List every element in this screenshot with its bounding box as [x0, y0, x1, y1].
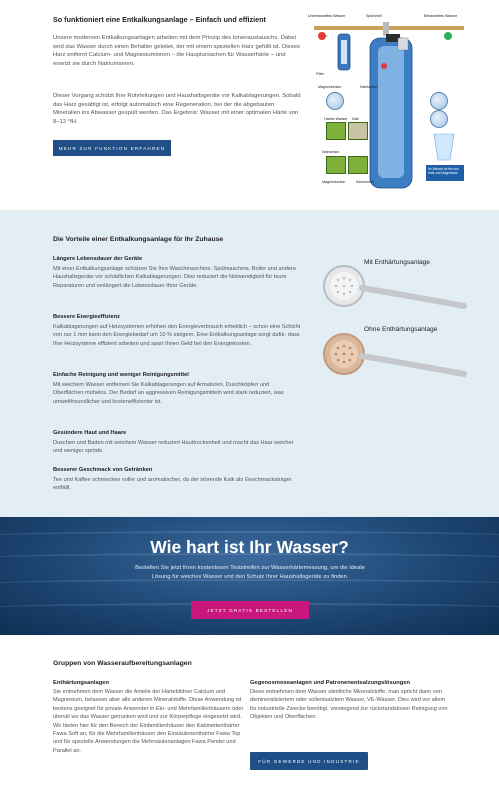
magnesium-ion-2-label: Magnesiumion — [322, 180, 346, 184]
benefit-title: Besserer Geschmack von Getränken — [53, 467, 153, 473]
how-it-works-section — [0, 0, 499, 210]
groups-title: Gruppen von Wasseraufbereitungsanlagen — [53, 660, 192, 667]
lime-label: Kalk — [352, 117, 359, 121]
calcium-ion-label: Kalziumion — [356, 180, 374, 184]
softener-text: Sie entnehmen dem Wasser die Anteile der Härtebildner Calcium und Magnesium, belassen aber alle anderen Mineralstoffe. Diese Anwendung ist bestens geeignet für private Anwender in Ein- und Mehrfamilienhäusern oder überall wo das Wasser getrunken wird und zur Körperpflege eingesetzt wird. Wir bieten hier für den Bereich der Einfamilienhäuser den Kabinettenthärter Fawa Soft an, für die Mehrfamilienhäuser den Einsäulenenthärter Fawa Top und für spezielle Anwendungen die Mehrsäulenanlagen Fawa Pendel und Parallel an. — [53, 689, 244, 754]
industry-button[interactable]: FÜR GEWERBE UND INDUSTRIE — [250, 752, 368, 770]
softener-diagram — [308, 10, 468, 190]
hard-water-label: Hartes Wasser — [324, 117, 348, 121]
untreated-water-label: Unbehandeltes Wasser — [308, 14, 346, 18]
filter-label: Filter — [316, 72, 324, 76]
natrium-ion-label: Natriumion — [360, 85, 378, 89]
learn-more-button[interactable]: MEHR ZUR FUNKTION ERFAHREN — [53, 140, 171, 156]
calcium-ion-icon — [326, 156, 346, 174]
with-softener-label: Mit Enthärtungsanlage — [364, 259, 430, 266]
benefit-item — [53, 430, 301, 456]
benefit-text: Mit weichem Wasser entfernen Sie Kalkablagerungen auf Armaturen, Duschköpfen und Oberflächen mühelos. Der Bedarf an aggressiven Reinigungsmitteln wird stark reduziert, was umweltfreundlicher und kosteneffizienter ist. — [53, 382, 284, 405]
hard-water-icon — [326, 122, 346, 140]
treated-water-label: Behandeltes Wasser — [424, 14, 458, 18]
magnesium-ion-label: Magnesiumion — [318, 85, 342, 89]
hardness-title: Wie hart ist Ihr Wasser? — [150, 537, 349, 557]
benefit-text: Duschen und Baden mit weichem Wasser reduziert Hauttrockenheit und macht das Haar weicher und weniger spröde. — [53, 440, 294, 455]
order-free-test-button[interactable]: JETZT GRATIS BESTELLEN — [191, 601, 309, 619]
clean-shower-image — [318, 258, 468, 318]
valve-label: Spülventil — [366, 14, 382, 18]
benefit-title: Gesündere Haut und Haare — [53, 430, 127, 436]
benefit-text: Kalkablagerungen auf Heizsystemen erhöhen den Energieverbrauch erheblich – schon eine Schicht von nur 1 mm kann den Energiebedarf um 10 % steigern. Eine Entkalkungsanlage sorgt dafür, dass Ihre Heizsysteme effizient arbeiten und spart Ihnen Geld bei den Energiekosten. — [53, 324, 301, 347]
benefit-title: Einfache Reinigung und weniger Reinigungsmittel — [53, 372, 189, 378]
how-it-works-paragraph-2: Dieser Vorgang schützt Ihre Rohrleitungen und Haushaltsgeräte vor Kalkablagerungen. Sobald das Harz gesättigt ist, erfolgt automatisch eine Regeneration, bei der die abgebauten Mineralien ins Abwasser gespült werden. Das Ergebnis: Wasser mit einer optimalen Härte von 8–12 °fH. — [53, 93, 301, 125]
benefit-item — [53, 467, 301, 493]
how-it-works-paragraph-1: Unsere modernen Entkalkungsanlagen arbeiten mit dem Prinzip des Ionenaustauschs. Dabei wird das Wasser durch einen Behälter geleitet, der mit einem speziellen Harz gefüllt ist. Dieses Harz entfernt Calcium- und Magnesiumionen – die Hauptursachen für Wasserhärte – und ersetzt sie durch Natriumionen. — [53, 35, 300, 67]
benefit-title: Bessere Energieeffizienz — [53, 314, 121, 320]
natrium-ion-2-label: Natriumion — [322, 150, 340, 154]
how-it-works-title: So funktioniert eine Entkalkungsanlage – Einfach und effizient — [53, 15, 266, 24]
softener-column — [53, 680, 249, 755]
limescale-shower-image — [318, 324, 468, 384]
sodium-ion-icon — [430, 92, 448, 110]
without-softener-label: Ohne Enthärtungsanlage — [364, 326, 438, 333]
magnesium-ion-icon — [326, 92, 344, 110]
benefits-title: Die Vorteile einer Entkalkungsanlage für Ihr Zuhause — [53, 236, 224, 243]
softener-title: Enthärtungsanlagen — [53, 680, 110, 686]
benefit-title: Längere Lebensdauer der Geräte — [53, 256, 143, 262]
benefit-item — [53, 372, 301, 406]
lime-icon — [348, 122, 368, 140]
benefit-item — [53, 256, 301, 290]
benefit-item — [53, 314, 301, 348]
hardness-text: Bestellen Sie jetzt Ihren kostenlosen Teststreifen zur Wasserhärtemessung, um die ideale Lösung für weiches Wasser und den Schutz Ihrer Haushaltsgeräte zu finden. — [135, 565, 365, 580]
osmosis-text: Diese entnehmen dem Wasser sämtliche Mineralstoffe, man spricht dann von demineralisiertem oder vollentsalztem Wasser, VE-Wasser. Dies wird vor allem für industrielle Zwecke benötigt, vorwiegend zur rückstandslosen Reinigung von Objekten und Oberflächen. — [250, 689, 448, 721]
benefits-section — [0, 210, 499, 517]
osmosis-column — [250, 680, 450, 722]
magnesium-ion-2-icon — [348, 156, 368, 174]
water-drop-icon — [430, 110, 448, 128]
result-label: Ihr Wasser ist frei von Kalk und Magnesium — [428, 167, 459, 175]
benefit-text: Mit einer Entkalkungsanlage schützen Sie Ihre Waschmaschine, Spülmaschine, Boiler und andere Haushaltsgeräte vor schädlichen Kalkablagerungen. Dies reduziert die Notwendigkeit für teure Reparaturen und verlängert die Lebensdauer Ihrer Geräte. — [53, 266, 296, 289]
benefit-text: Tee und Kaffee schmecken voller und aromatischer, da der störende Kalk als Geschmacksträger entfällt. — [53, 477, 292, 492]
osmosis-title: Gegenosmoseanlagen und Patronenentsalzungslösungen — [250, 680, 411, 686]
